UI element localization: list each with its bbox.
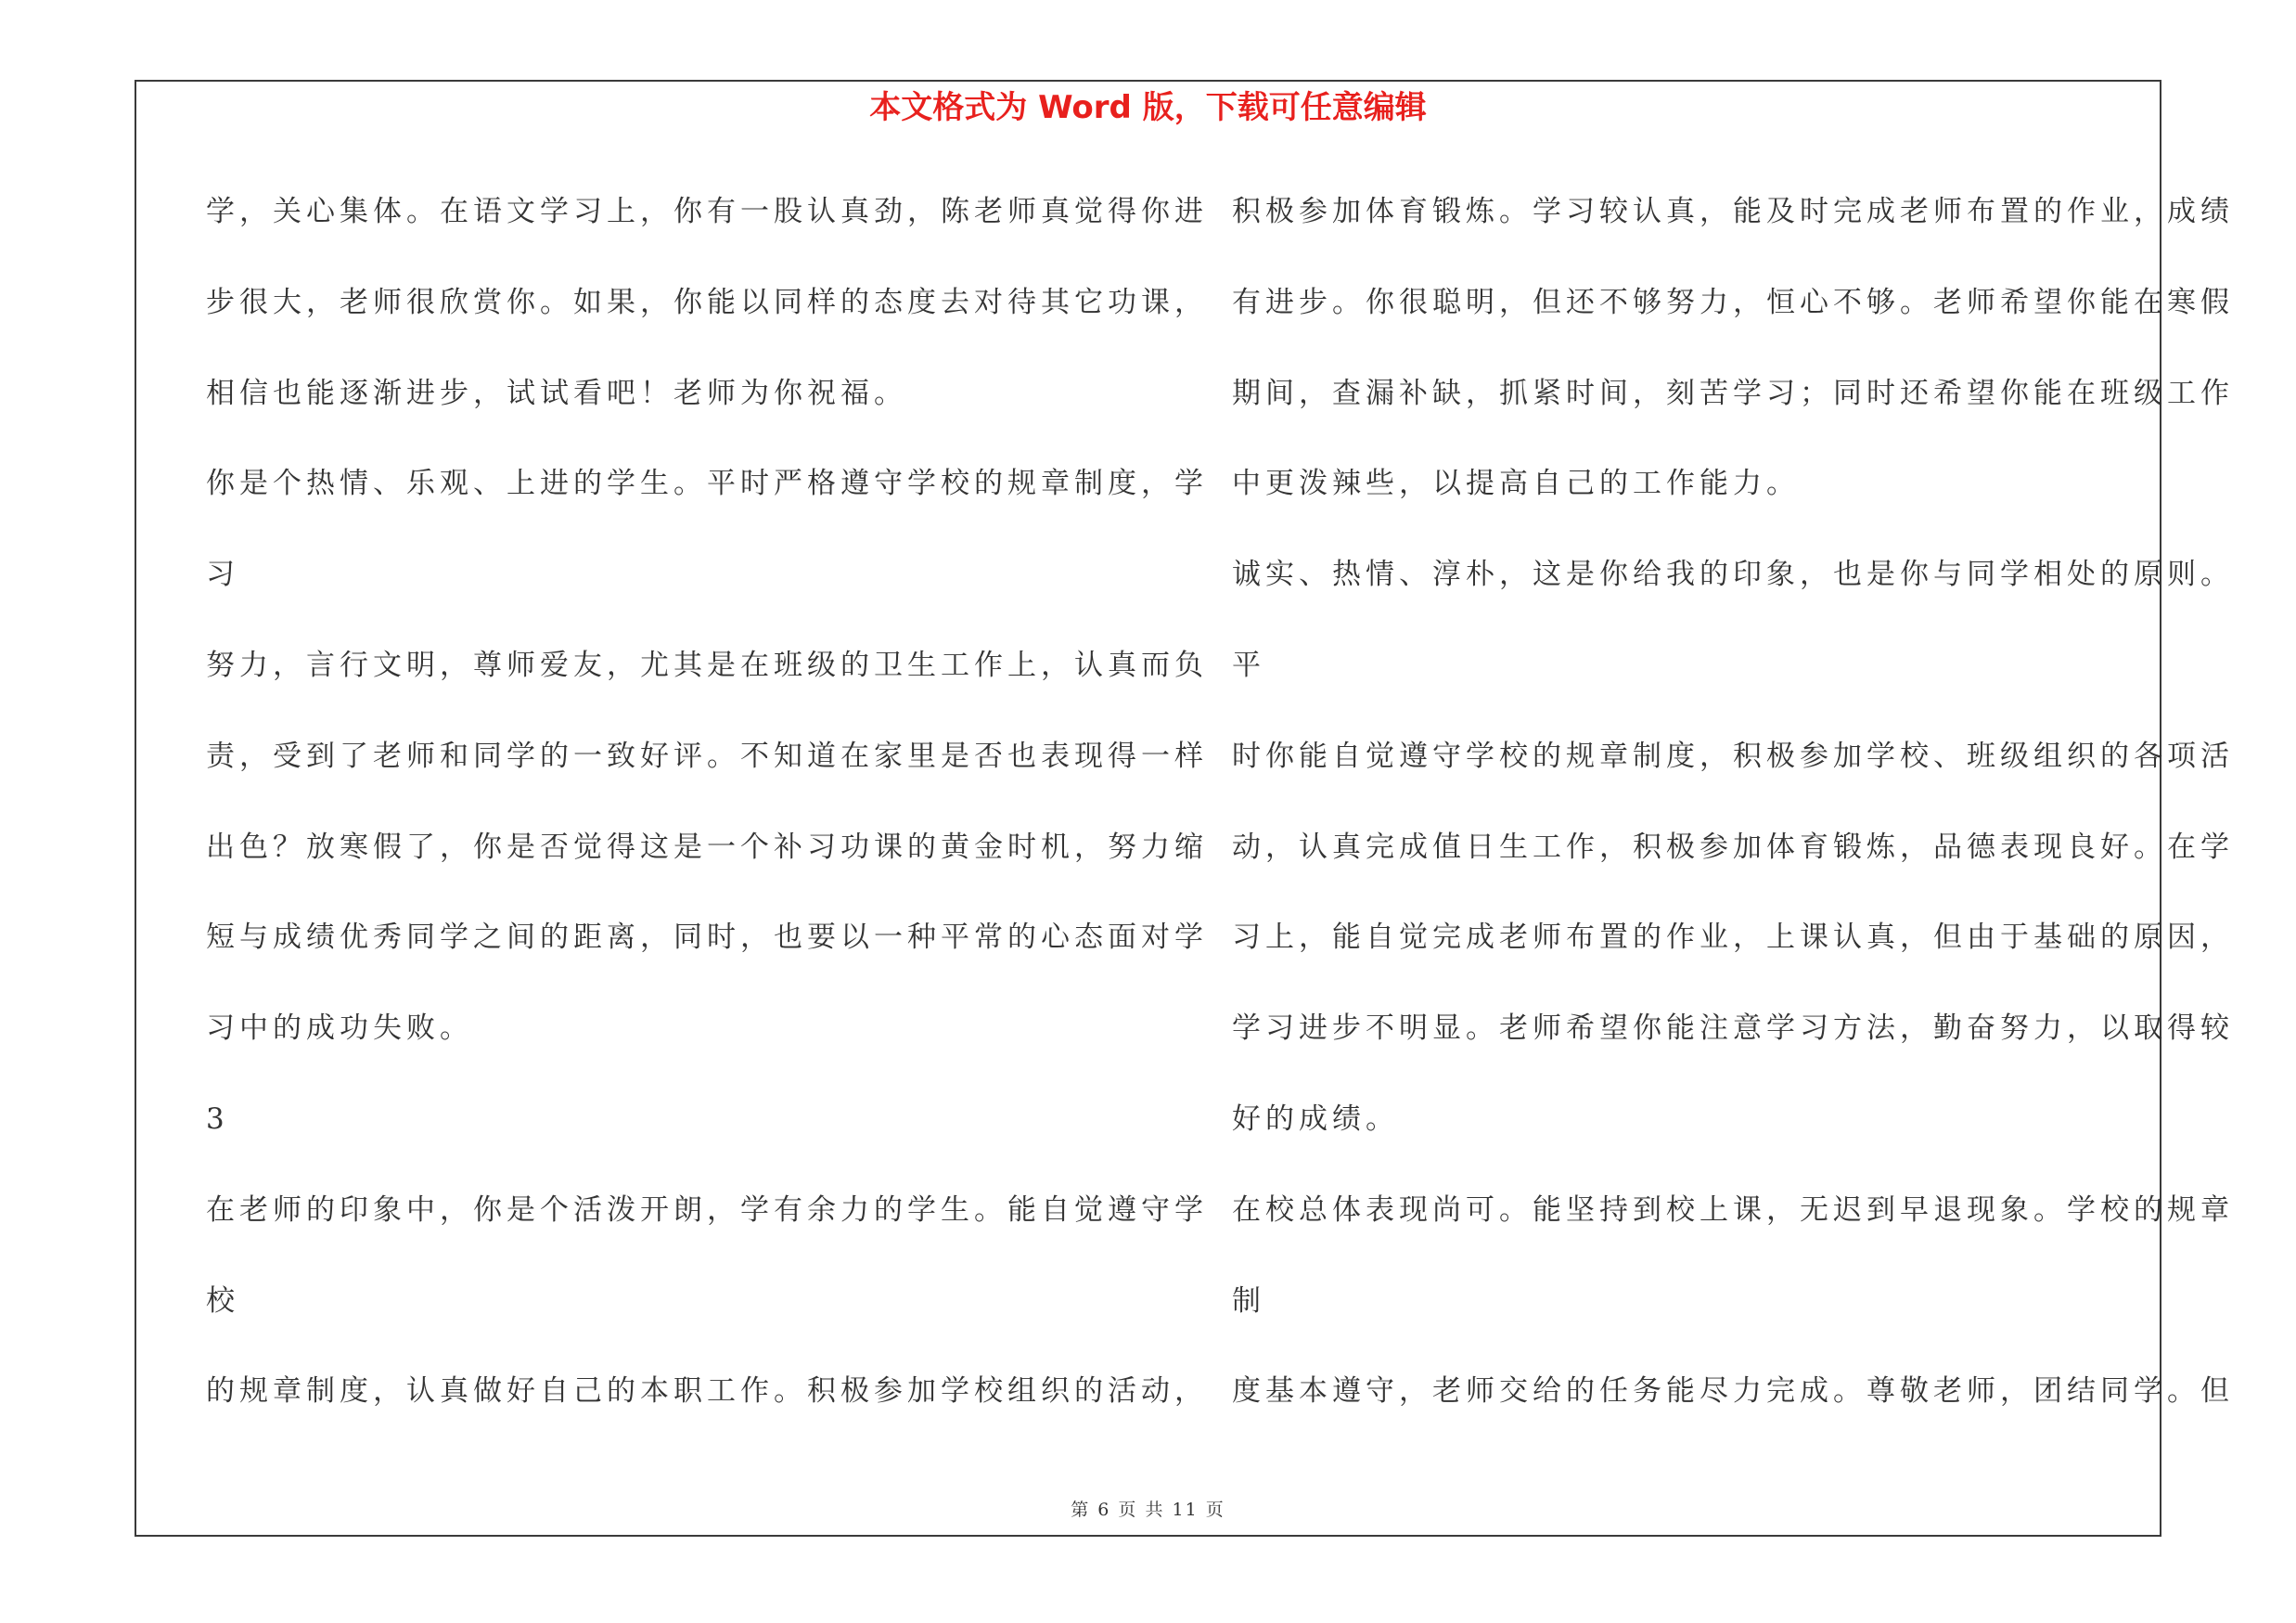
- text-line: 校: [206, 1283, 239, 1318]
- text-line: 出色？放寒假了，你是否觉得这是一个补习功课的黄金时机，努力缩: [206, 830, 1208, 864]
- text-line: 你是个热情、乐观、上进的学生。平时严格遵守学校的规章制度，学: [206, 467, 1208, 501]
- text-line: 习上，能自觉完成老师布置的作业，上课认真，但由于基础的原因，: [1232, 921, 2234, 955]
- text-line: 学，关心集体。在语文学习上，你有一股认真劲，陈老师真觉得你进: [206, 195, 1208, 228]
- text-line: 诚实、热情、淳朴，这是你给我的印象，也是你与同学相处的原则。: [1232, 558, 2234, 592]
- text-line: 在校总体表现尚可。能坚持到校上课，无迟到早退现象。学校的规章: [1232, 1192, 2234, 1227]
- text-line: 度基本遵守，老师交给的任务能尽力完成。尊敬老师，团结同学。但: [1232, 1374, 2234, 1409]
- text-line: 的规章制度，认真做好自己的本职工作。积极参加学校组织的活动，: [206, 1374, 1208, 1409]
- document-header: 本文格式为 Word 版，下载可任意编辑: [869, 89, 1427, 126]
- text-line: 习: [206, 558, 239, 592]
- text-line: 好的成绩。: [1232, 1101, 1399, 1136]
- text-line: 努力，言行文明，尊师爱友，尤其是在班级的卫生工作上，认真而负: [206, 648, 1208, 682]
- text-line: 责，受到了老师和同学的一致好评。不知道在家里是否也表现得一样: [206, 739, 1208, 773]
- right-text-column: [1232, 186, 2234, 1456]
- text-line: 时你能自觉遵守学校的规章制度，积极参加学校、班级组织的各项活: [1232, 739, 2234, 773]
- text-line: 中更泼辣些，以提高自己的工作能力。: [1232, 467, 1800, 501]
- text-line: 制: [1232, 1283, 1265, 1318]
- text-line: 相信也能逐渐进步，试试看吧！老师为你祝福。: [206, 376, 907, 410]
- section-number: 3: [206, 1101, 229, 1136]
- text-line: 积极参加体育锻炼。学习较认真，能及时完成老师布置的作业，成绩: [1232, 195, 2234, 228]
- text-line: 习中的成功失败。: [206, 1011, 473, 1046]
- left-text-column: [206, 186, 1208, 1456]
- page-number-footer: 第 6 页 共 11 页: [1071, 1500, 1225, 1520]
- text-line: 期间，查漏补缺，抓紧时间，刻苦学习；同时还希望你能在班级工作: [1232, 376, 2234, 410]
- text-line: 在老师的印象中，你是个活泼开朗，学有余力的学生。能自觉遵守学: [206, 1192, 1208, 1227]
- text-line: 步很大，老师很欣赏你。如果，你能以同样的态度去对待其它功课，: [206, 285, 1208, 319]
- text-line: 学习进步不明显。老师希望你能注意学习方法，勤奋努力，以取得较: [1232, 1011, 2234, 1046]
- text-line: 平: [1232, 648, 1265, 682]
- text-line: 短与成绩优秀同学之间的距离，同时，也要以一种平常的心态面对学: [206, 921, 1208, 955]
- text-line: 动，认真完成值日生工作，积极参加体育锻炼，品德表现良好。在学: [1232, 830, 2234, 864]
- text-line: 有进步。你很聪明，但还不够努力，恒心不够。老师希望你能在寒假: [1232, 285, 2234, 319]
